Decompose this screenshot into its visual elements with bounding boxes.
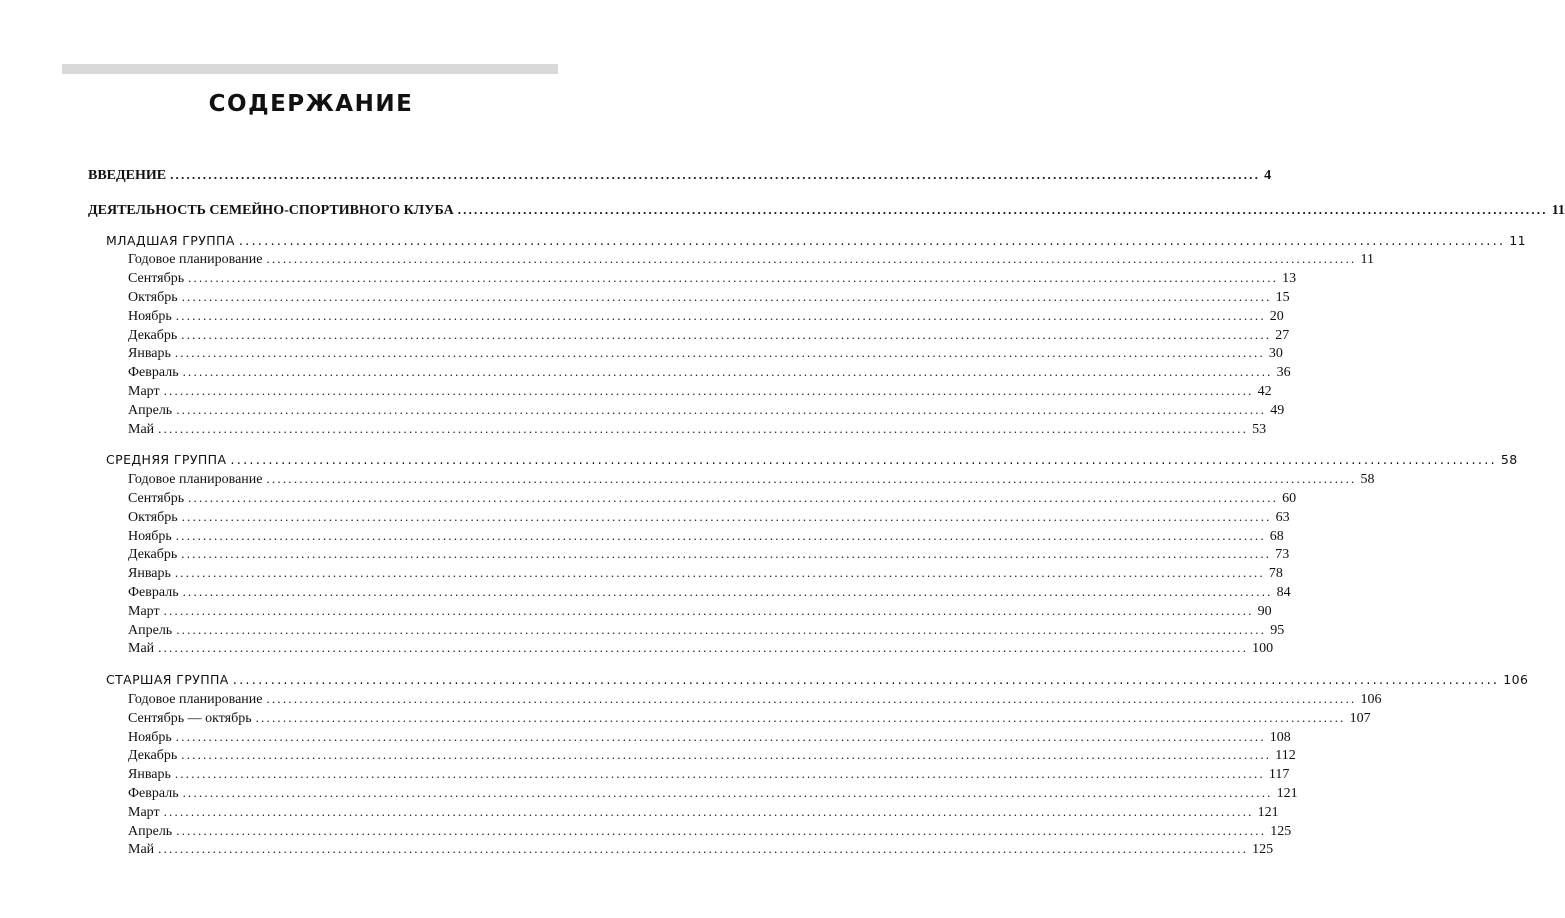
toc-item[interactable] — [88, 363, 1291, 382]
toc-entry-label: Апрель — [128, 622, 173, 638]
toc-entry-label: Ноябрь — [128, 528, 172, 544]
toc-item[interactable] — [88, 470, 1375, 489]
toc-item[interactable] — [88, 545, 1290, 564]
toc-item[interactable] — [88, 728, 1291, 747]
toc-entry-label: Декабрь — [128, 327, 178, 343]
toc-item[interactable] — [88, 602, 1272, 621]
toc-page-number: 78 — [1268, 566, 1283, 582]
toc-page-number: 4 — [1264, 168, 1272, 183]
toc-page-number: 125 — [1270, 823, 1292, 839]
toc-item[interactable] — [88, 307, 1284, 326]
toc-page-number: 13 — [1282, 271, 1297, 287]
dot-leader: ........................................................................................................................................................................................................ — [174, 565, 1265, 581]
toc-entry-label: Сентябрь — [128, 490, 185, 506]
toc-page-number: 121 — [1257, 804, 1279, 820]
dot-leader: ........................................................................................................................................................................................................ — [175, 307, 1266, 323]
toc-item[interactable] — [88, 382, 1272, 401]
dot-leader: ........................................................................................................................................................................................................ — [182, 364, 1273, 380]
toc-entry-club[interactable] — [88, 201, 1565, 220]
dot-leader: ........................................................................................................................................................................................................ — [182, 583, 1273, 599]
toc-item[interactable] — [88, 803, 1279, 822]
dot-leader: ........................................................................................................................................................................................................ — [163, 602, 1254, 618]
toc-item[interactable] — [88, 822, 1292, 841]
toc-page-number: 60 — [1282, 490, 1297, 506]
dot-leader: ........................................................................................................................................................................................................ — [158, 420, 1249, 436]
toc-page-number: 53 — [1252, 421, 1267, 437]
toc-page-number: 49 — [1270, 402, 1285, 418]
toc-entry-label: Май — [128, 421, 155, 437]
dot-leader: ........................................................................................................................................................................................................ — [181, 546, 1272, 562]
toc-entry-label: Май — [128, 641, 155, 657]
toc-page-number: 36 — [1276, 365, 1291, 381]
toc-item[interactable] — [88, 621, 1285, 640]
toc-page-number: 107 — [1349, 710, 1371, 726]
toc-page-number: 73 — [1275, 547, 1290, 563]
toc-group-heading[interactable] — [88, 232, 1526, 251]
dot-leader: ........................................................................................................................................................................................................ — [175, 527, 1266, 543]
dot-leader: ........................................................................................................................................................................................................ — [181, 508, 1272, 524]
toc-entry-label: Январь — [128, 566, 171, 582]
dot-leader: ........................................................................................................................................................................................................ — [158, 841, 1249, 857]
toc-entry-label: Декабрь — [128, 748, 178, 764]
toc-entry-label: СТАРШАЯ ГРУППА — [106, 672, 229, 688]
dot-leader: ........................................................................................................................................................................................................ — [176, 401, 1267, 417]
toc-page-number: 117 — [1268, 767, 1290, 783]
dot-leader: ........................................................................................................................................................................................................ — [232, 673, 1500, 689]
toc-entry-label: СРЕДНЯЯ ГРУППА — [106, 452, 227, 468]
toc-group-heading[interactable] — [88, 451, 1518, 470]
dot-leader: ........................................................................................................................................................................................................ — [181, 326, 1272, 342]
toc-item[interactable] — [88, 269, 1297, 288]
dot-leader: ........................................................................................................................................................................................................ — [170, 167, 1261, 182]
dot-leader: ........................................................................................................................................................................................................ — [457, 201, 1548, 217]
toc-page-number: 121 — [1276, 785, 1298, 801]
toc-item[interactable] — [88, 639, 1274, 658]
toc-page-number: 30 — [1268, 346, 1283, 362]
toc-page-number: 58 — [1360, 472, 1375, 488]
toc-item[interactable] — [88, 250, 1374, 269]
dot-leader: ........................................................................................................................................................................................................ — [174, 766, 1265, 782]
dot-leader: ........................................................................................................................................................................................................ — [181, 747, 1272, 763]
toc-page-number: 106 — [1503, 672, 1529, 688]
toc-page-number: 68 — [1269, 528, 1284, 544]
toc-entry-label: Май — [128, 842, 155, 858]
toc-item[interactable] — [88, 840, 1274, 859]
toc-entry-label: Март — [128, 804, 160, 820]
dot-leader: ........................................................................................................................................................................................................ — [181, 288, 1272, 304]
toc-page-number: 11 — [1509, 232, 1526, 248]
dot-leader: ........................................................................................................................................................................................................ — [176, 822, 1267, 838]
toc-page-number: 11 — [1360, 252, 1374, 268]
dot-leader: ........................................................................................................................................................................................................ — [175, 728, 1266, 744]
toc-entry-label: Октябрь — [128, 289, 178, 305]
toc-page-number: 108 — [1269, 729, 1291, 745]
dot-leader: ........................................................................................................................................................................................................ — [163, 382, 1254, 398]
toc-entry-label: ВВЕДЕНИЕ — [88, 168, 167, 183]
toc-entry-label: Сентябрь — [128, 271, 185, 287]
toc-page-number: 63 — [1275, 509, 1290, 525]
dot-leader: ........................................................................................................................................................................................................ — [174, 345, 1265, 361]
toc-item[interactable] — [88, 401, 1285, 420]
toc-entry-label: Сентябрь — октябрь — [128, 710, 252, 726]
toc-item[interactable] — [88, 784, 1298, 803]
page-title: СОДЕРЖАНИЕ — [208, 91, 414, 117]
dot-leader: ........................................................................................................................................................................................................ — [266, 251, 1357, 267]
toc-page-number: 58 — [1500, 452, 1518, 468]
dot-leader: ........................................................................................................................................................................................................ — [230, 453, 1497, 469]
toc-item[interactable] — [88, 583, 1291, 602]
toc-entry-label: Годовое планирование — [128, 472, 263, 488]
toc-item[interactable] — [88, 326, 1290, 345]
toc-entry-label: Ноябрь — [128, 729, 172, 745]
toc-entry-label: Март — [128, 603, 160, 619]
toc-entry-label: Апрель — [128, 823, 173, 839]
dot-leader: ........................................................................................................................................................................................................ — [266, 471, 1357, 487]
toc-entry-label: Январь — [128, 767, 171, 783]
toc-item[interactable] — [88, 288, 1290, 307]
toc-entry-label: Февраль — [128, 584, 179, 600]
toc-entry-label: Февраль — [128, 785, 179, 801]
toc-item[interactable] — [88, 709, 1371, 728]
toc-page-number: 15 — [1275, 289, 1290, 305]
toc-item[interactable] — [88, 765, 1290, 784]
toc-entry-label: Годовое планирование — [128, 252, 263, 268]
toc-page-number: 20 — [1269, 308, 1284, 324]
toc-page-number: 11 — [1551, 202, 1565, 218]
dot-leader: ........................................................................................................................................................................................................ — [255, 709, 1346, 725]
toc-entry-label: Декабрь — [128, 547, 178, 563]
toc-entry-label: Январь — [128, 346, 171, 362]
toc-page-number: 42 — [1257, 383, 1272, 399]
toc-page-number: 112 — [1275, 748, 1296, 764]
toc-page-number: 95 — [1270, 622, 1285, 638]
dot-leader: ........................................................................................................................................................................................................ — [182, 784, 1273, 800]
toc-entry-label: Апрель — [128, 402, 173, 418]
toc-page-number: 106 — [1360, 691, 1382, 707]
toc-item[interactable] — [88, 527, 1284, 546]
top-divider-bar — [62, 64, 558, 74]
toc-item[interactable] — [88, 508, 1290, 527]
toc-item[interactable] — [88, 420, 1267, 439]
dot-leader: ........................................................................................................................................................................................................ — [188, 270, 1279, 286]
toc-entry-label: Март — [128, 383, 160, 399]
toc-group-heading[interactable] — [88, 671, 1529, 690]
dot-leader: ........................................................................................................................................................................................................ — [176, 621, 1267, 637]
toc-page-number: 84 — [1276, 584, 1291, 600]
toc-entry-label: Февраль — [128, 365, 179, 381]
dot-leader: ........................................................................................................................................................................................................ — [158, 640, 1249, 656]
toc-item[interactable] — [88, 489, 1297, 508]
toc-entry-label: Ноябрь — [128, 308, 172, 324]
toc-entry-label: МЛАДШАЯ ГРУППА — [106, 232, 235, 248]
toc-entry-intro[interactable] — [88, 166, 1272, 185]
dot-leader: ........................................................................................................................................................................................................ — [238, 233, 1506, 249]
toc-item[interactable] — [88, 344, 1283, 363]
toc-page-number: 125 — [1252, 842, 1274, 858]
toc-item[interactable] — [88, 690, 1382, 709]
toc-entry-label: Октябрь — [128, 509, 178, 525]
toc-page-number: 100 — [1252, 641, 1274, 657]
toc-page-number: 27 — [1275, 327, 1290, 343]
dot-leader: ........................................................................................................................................................................................................ — [163, 803, 1254, 819]
toc-entry-label: ДЕЯТЕЛЬНОСТЬ СЕМЕЙНО-СПОРТИВНОГО КЛУБА — [88, 202, 454, 218]
toc-entry-label: Годовое планирование — [128, 691, 263, 707]
toc-page-number: 90 — [1257, 603, 1272, 619]
dot-leader: ........................................................................................................................................................................................................ — [188, 489, 1279, 505]
toc-item[interactable] — [88, 564, 1283, 583]
toc-item[interactable] — [88, 746, 1296, 765]
dot-leader: ........................................................................................................................................................................................................ — [266, 690, 1357, 706]
table-of-contents — [88, 166, 1565, 859]
